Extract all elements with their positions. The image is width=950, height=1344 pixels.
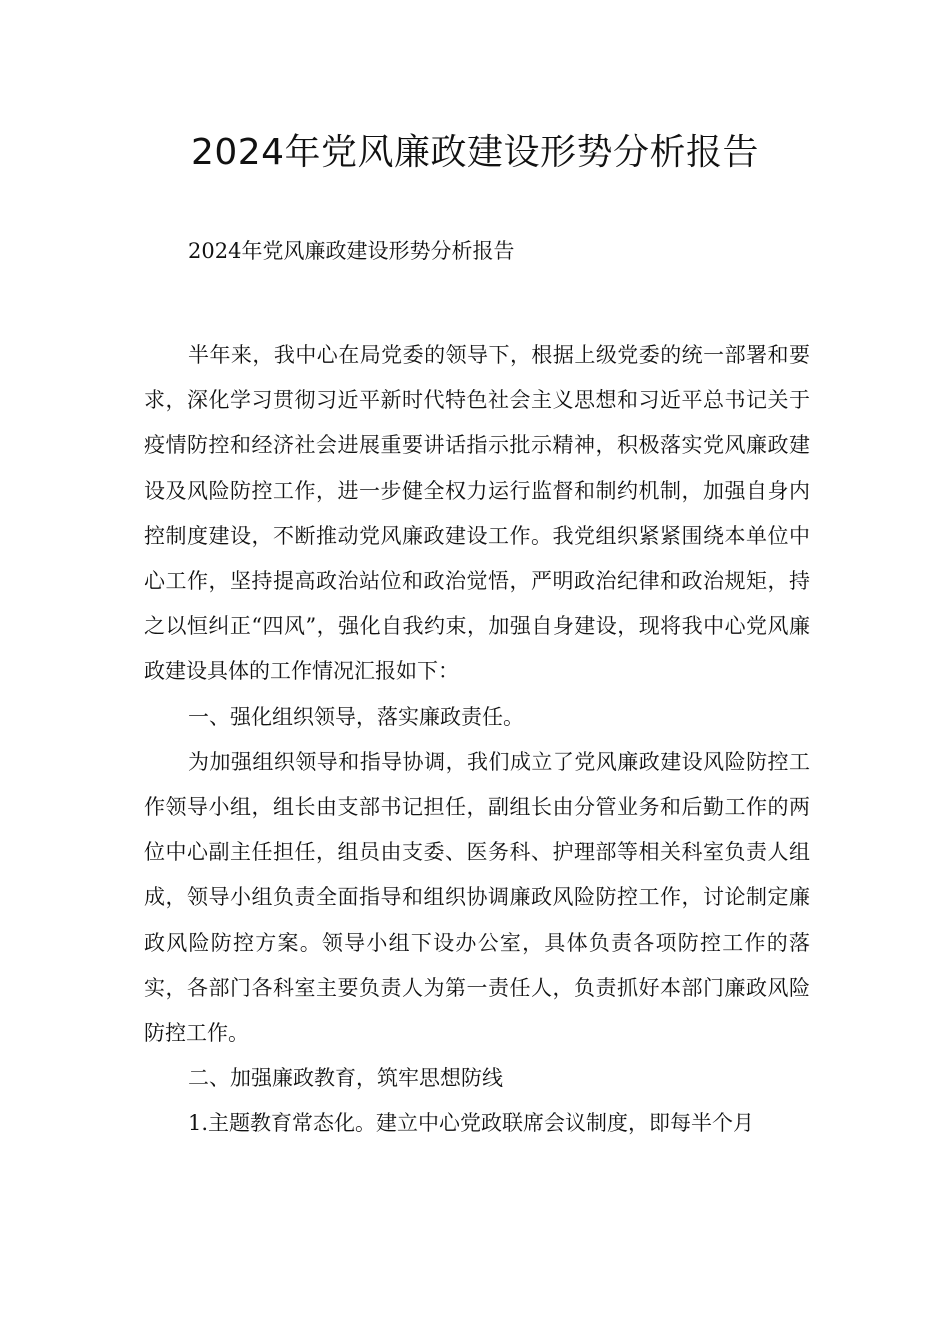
- body-paragraph: 为加强组织领导和指导协调，我们成立了党风廉政建设风险防控工作领导小组，组长由支部书记担任，副组长由分管业务和后勤工作的两位中心副主任担任，组员由支委、医务科、护理部等相关科室负责人组成，领导小组负责全面指导和组织协调廉政风险防控工作，讨论制定廉政风险防控方案。领导小组下设办公室，具体负责各项防控工作的落实，各部门各科室主要负责人为第一责任人，负责抓好本部门廉政风险防控工作。: [144, 749, 810, 1046]
- section-heading: 二、加强廉政教育，筑牢思想防线: [188, 1066, 503, 1091]
- body-paragraph: 1.主题教育常态化。建立中心党政联席会议制度，即每半个月: [188, 1111, 755, 1136]
- document-subtitle: 2024年党风廉政建设形势分析报告: [188, 239, 515, 263]
- document-title: 2024年党风廉政建设形势分析报告: [190, 132, 760, 173]
- document-body: [144, 333, 810, 1147]
- section-heading: 一、强化组织领导，落实廉政责任。: [188, 704, 524, 729]
- body-paragraph: 半年来，我中心在局党委的领导下，根据上级党委的统一部署和要求，深化学习贯彻习近平新时代特色社会主义思想和习近平总书记关于疫情防控和经济社会进展重要讲话指示批示精神，积极落实党风廉政建设及风险防控工作，进一步健全权力运行监督和制约机制，加强自身内控制度建设，不断推动党风廉政建设工作。我党组织紧紧围绕本单位中心工作，坚持提高政治站位和政治觉悟，严明政治纪律和政治规矩，持之以恒纠正“四风”，强化自我约束，加强自身建设，现将我中心党风廉政建设具体的工作情况汇报如下：: [144, 343, 810, 684]
